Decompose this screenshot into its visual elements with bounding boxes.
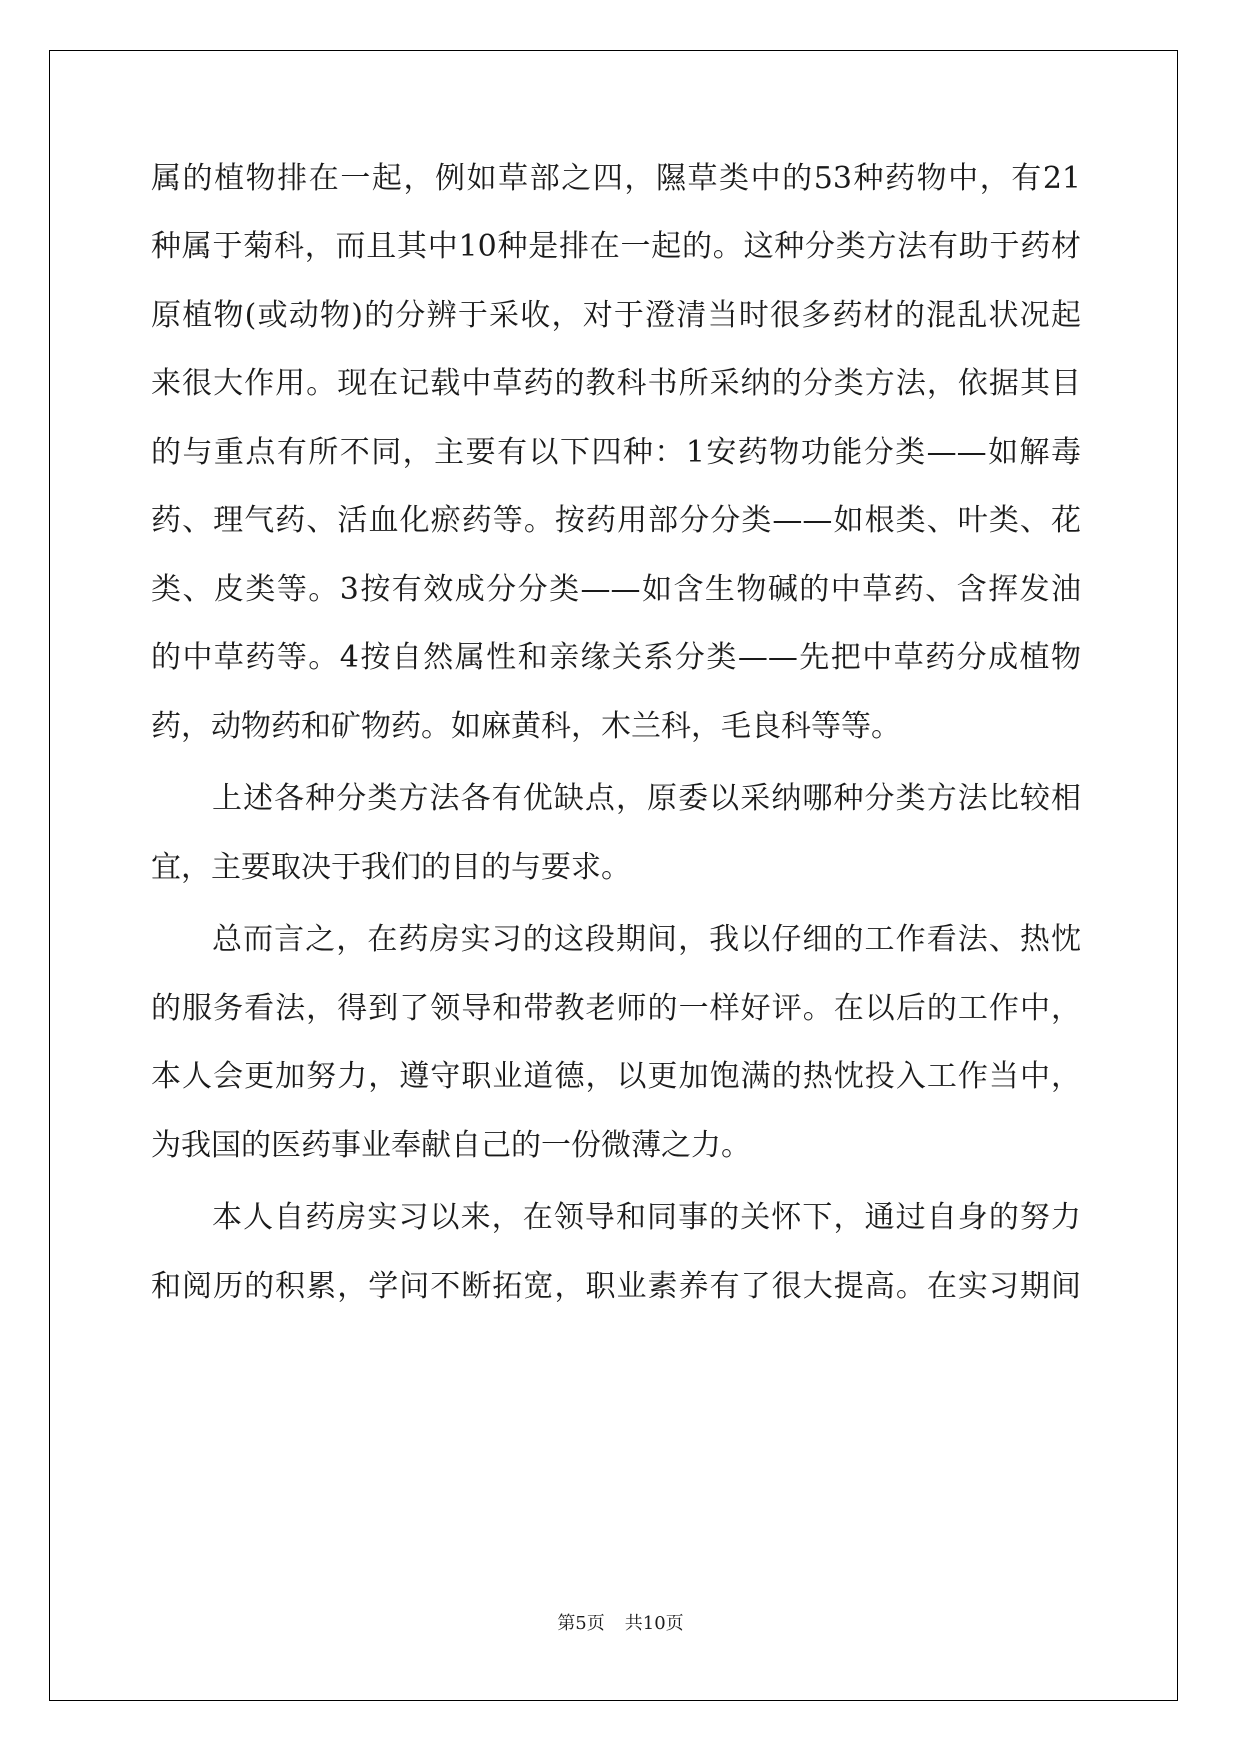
text-line: 的中草药等。4按自然属性和亲缘关系分类——先把中草药分成植物 <box>151 640 1081 675</box>
text-line: 药，动物药和矿物药。如麻黄科，木兰科，毛良科等等。 <box>151 709 901 744</box>
text-line: 种属于菊科，而且其中10种是排在一起的。这种分类方法有助于药材 <box>151 229 1081 264</box>
text-line: 总而言之，在药房实习的这段期间，我以仔细的工作看法、热忱 <box>212 922 1081 957</box>
text-line: 上述各种分类方法各有优缺点，原委以采纳哪种分类方法比较相 <box>212 781 1081 816</box>
text-line: 原植物(或动物)的分辨于采收，对于澄清当时很多药材的混乱状况起 <box>151 298 1081 333</box>
text-line: 为我国的医药事业奉献自己的一份微薄之力。 <box>151 1128 751 1163</box>
text-line: 本人自药房实习以来，在领导和同事的关怀下，通过自身的努力 <box>212 1200 1081 1235</box>
page-footer <box>0 1612 1241 1636</box>
page-number: 第5页 <box>557 1613 605 1634</box>
page-total: 共10页 <box>624 1613 684 1634</box>
text-line: 类、皮类等。3按有效成分分类——如含生物碱的中草药、含挥发油 <box>151 572 1081 607</box>
text-line: 药、理气药、活血化瘀药等。按药用部分分类——如根类、叶类、花 <box>151 503 1081 538</box>
text-line: 来很大作用。现在记载中草药的教科书所采纳的分类方法，依据其目 <box>151 366 1081 401</box>
text-line: 属的植物排在一起，例如草部之四，隰草类中的53种药物中，有21 <box>151 161 1081 196</box>
text-line: 和阅历的积累，学问不断拓宽，职业素养有了很大提高。在实习期间 <box>151 1269 1081 1304</box>
text-line: 本人会更加努力，遵守职业道德，以更加饱满的热忱投入工作当中， <box>151 1059 1081 1094</box>
text-line: 宜，主要取决于我们的目的与要求。 <box>151 850 631 885</box>
text-line: 的与重点有所不同，主要有以下四种：1安药物功能分类——如解毒 <box>151 435 1081 470</box>
text-line: 的服务看法，得到了领导和带教老师的一样好评。在以后的工作中， <box>151 991 1081 1026</box>
